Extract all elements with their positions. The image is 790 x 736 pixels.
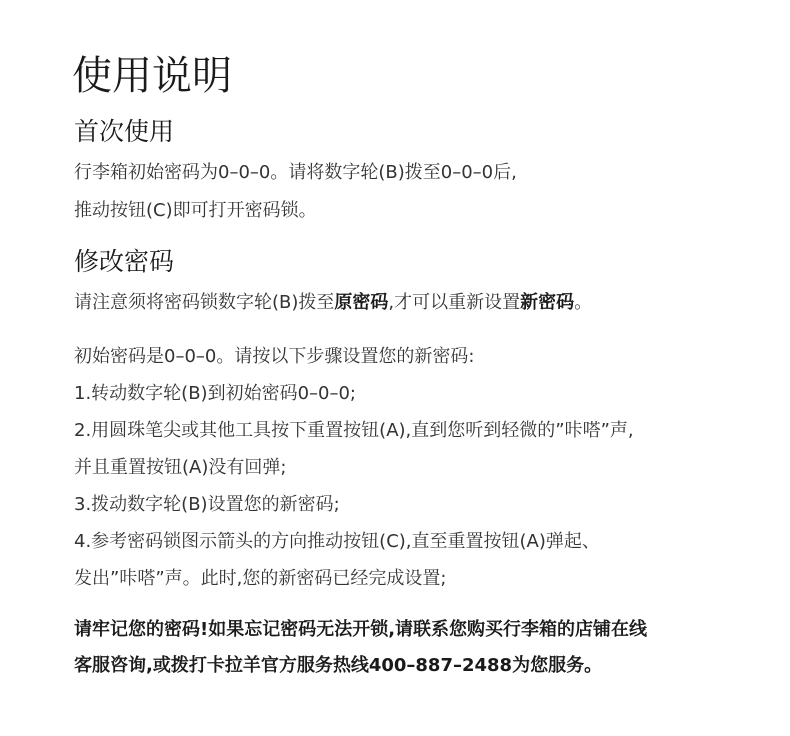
notice-line-1: 请牢记您的密码!如果忘记密码无法开锁,请联系您购买行李箱的店铺在线 bbox=[74, 619, 648, 640]
page-title: 使用说明 bbox=[72, 53, 232, 99]
heading-first-use: 首次使用 bbox=[74, 117, 175, 146]
step-2-line-1: 2.用圆珠笔尖或其他工具按下重置按钮(A),直到您听到轻微的”咔嗒”声, bbox=[74, 420, 634, 441]
step-2-line-2: 并且重置按钮(A)没有回弹; bbox=[74, 457, 287, 478]
intro-suffix: 。 bbox=[574, 292, 593, 313]
step-4-line-1: 4.参考密码锁图示箭头的方向推动按钮(C),直至重置按钮(A)弹起、 bbox=[74, 531, 600, 552]
heading-change-code: 修改密码 bbox=[74, 247, 175, 276]
intro-prefix: 请注意须将密码锁数字轮(B)拨至 bbox=[74, 292, 335, 313]
change-code-intro bbox=[74, 290, 592, 316]
first-use-line-2: 推动按钮(C)即可打开密码锁。 bbox=[74, 200, 317, 221]
notice-line-2: 客服咨询,或拨打卡拉羊官方服务热线400–887–2488为您服务。 bbox=[74, 655, 603, 676]
first-use-line-1: 行李箱初始密码为0–0–0。请将数字轮(B)拨至0–0–0后, bbox=[74, 162, 517, 183]
intro-original-code: 原密码 bbox=[334, 292, 389, 313]
steps-intro: 初始密码是0–0–0。请按以下步骤设置您的新密码: bbox=[74, 346, 475, 367]
intro-new-code: 新密码 bbox=[520, 292, 575, 313]
intro-middle: ,才可以重新设置 bbox=[388, 292, 521, 313]
step-1: 1.转动数字轮(B)到初始密码0–0–0; bbox=[74, 383, 356, 404]
step-3: 3.拨动数字轮(B)设置您的新密码; bbox=[74, 494, 340, 515]
step-4-line-2: 发出”咔嗒”声。此时,您的新密码已经完成设置; bbox=[74, 568, 447, 589]
